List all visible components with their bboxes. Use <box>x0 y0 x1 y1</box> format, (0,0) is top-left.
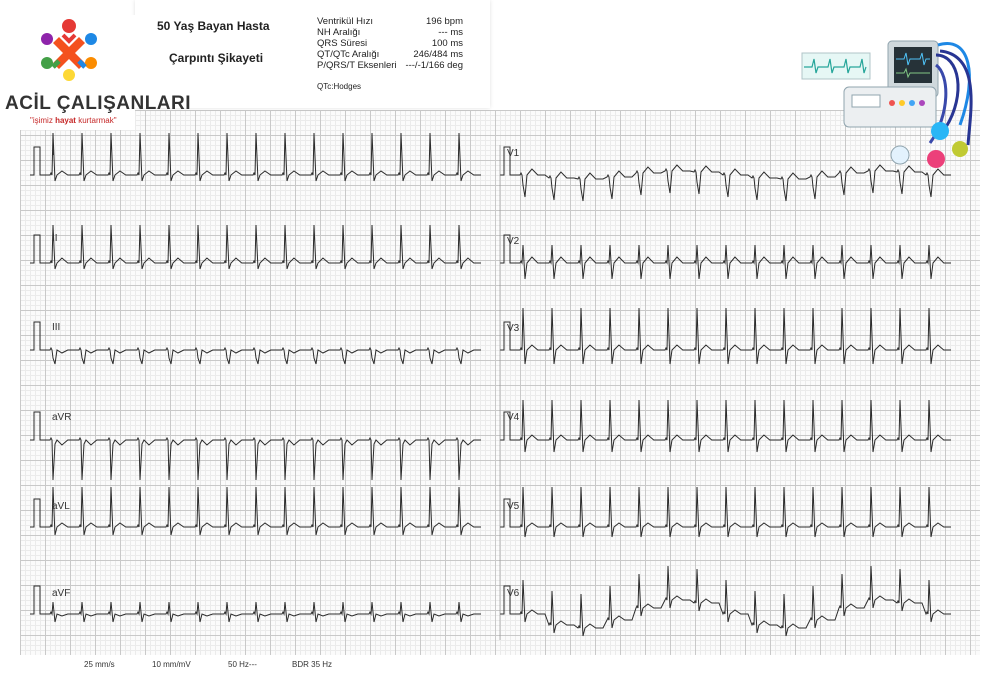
ecg-trace-II <box>30 225 481 269</box>
ecg-trace-aVL <box>30 487 481 535</box>
measurement-row: QRS Süresi 100 ms <box>317 38 463 49</box>
ecg-trace-III <box>30 322 481 364</box>
header-panel <box>135 0 490 108</box>
measurement-row: QT/QTc Aralığı 246/484 ms <box>317 49 463 60</box>
lead-label-V3: V3 <box>507 323 520 334</box>
complaint-title: Çarpıntı Şikayeti <box>169 51 264 65</box>
ecg-trace-V6 <box>500 566 951 636</box>
footer <box>0 656 1000 678</box>
ecg-trace-aVR <box>30 412 481 480</box>
lead-label-aVR: aVR <box>52 412 72 423</box>
lead-label-V5: V5 <box>507 501 520 512</box>
lead-label-II: II <box>52 233 58 244</box>
ecg-monitor-icon <box>800 15 985 180</box>
measurement-row: Ventrikül Hızı 196 bpm <box>317 16 463 27</box>
measurement-row: NH Aralığı --- ms <box>317 27 463 38</box>
logo-people-icon <box>33 17 105 89</box>
lead-label-V6: V6 <box>507 588 520 599</box>
lead-label-aVL: aVL <box>52 501 70 512</box>
ecg-trace-aVF <box>30 586 481 622</box>
lead-label-V4: V4 <box>507 412 520 423</box>
logo <box>0 15 192 130</box>
logo-slogan: "işimiz hayat kurtarmak" <box>30 116 117 125</box>
measurement-row: P/QRS/T Eksenleri ---/-1/166 deg <box>317 60 463 71</box>
paper-speed: 25 mm/s <box>84 660 115 669</box>
gain: 10 mm/mV <box>152 660 191 669</box>
ecg-trace-I <box>30 133 481 181</box>
lead-label-aVF: aVF <box>52 588 71 599</box>
ecg-trace-V3 <box>500 308 951 364</box>
lead-label-I: I <box>52 147 55 158</box>
lead-label-III: III <box>52 322 61 333</box>
patient-title: 50 Yaş Bayan Hasta <box>157 19 270 33</box>
qtc-method: QTc:Hodges <box>317 82 362 91</box>
ecg-trace-V2 <box>500 235 951 279</box>
filter: 50 Hz--- <box>228 660 257 669</box>
ecg-trace-V5 <box>500 487 951 537</box>
logo-wordmark: ACİL ÇALIŞANLARI <box>5 93 192 114</box>
measurements-table <box>317 16 487 71</box>
ecg-trace-V4 <box>500 400 951 452</box>
lead-label-V2: V2 <box>507 236 520 247</box>
bdr-filter: BDR 35 Hz <box>292 660 333 669</box>
lead-label-V1: V1 <box>507 148 520 159</box>
